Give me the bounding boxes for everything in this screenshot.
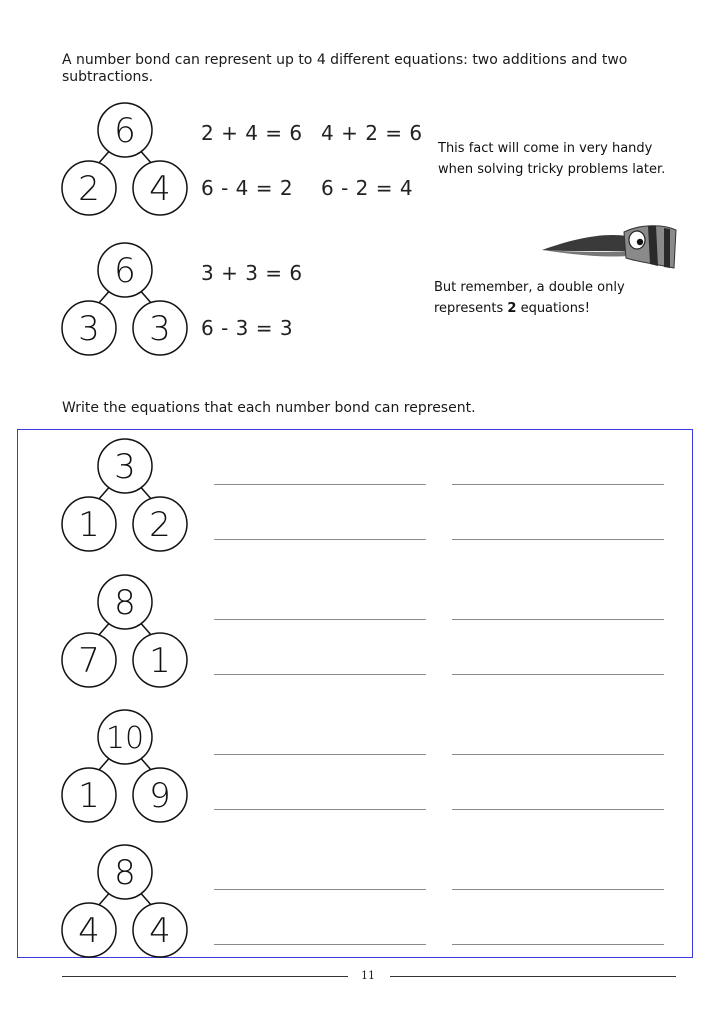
double-line: But remember, a double only xyxy=(434,280,625,295)
bond-part-right: 2 xyxy=(149,505,171,545)
bond-whole: 3 xyxy=(114,447,136,487)
answer-line[interactable] xyxy=(214,754,426,755)
exercise-bond-3 xyxy=(58,709,198,825)
bond-part-right: 9 xyxy=(149,776,171,816)
bond-part-right: 4 xyxy=(149,911,171,951)
equation: 2 + 4 = 6 xyxy=(201,121,303,145)
bond-whole: 6 xyxy=(114,251,136,291)
answer-line[interactable] xyxy=(452,809,664,810)
bond-part-left: 2 xyxy=(78,169,100,209)
answer-line[interactable] xyxy=(452,539,664,540)
answer-line[interactable] xyxy=(452,674,664,675)
answer-line[interactable] xyxy=(214,484,426,485)
bond-part-right: 4 xyxy=(149,169,171,209)
bird-illustration xyxy=(540,222,678,274)
tip-note xyxy=(438,138,698,180)
equation: 3 + 3 = 6 xyxy=(201,261,303,285)
equation: 6 - 4 = 2 xyxy=(201,176,294,200)
example-bond-2 xyxy=(58,242,198,358)
answer-line[interactable] xyxy=(214,889,426,890)
bond-part-right: 3 xyxy=(149,309,171,349)
example-bond-1 xyxy=(58,102,198,218)
page-number: 11 xyxy=(361,969,375,982)
double-note xyxy=(434,277,694,319)
tip-line: This fact will come in very handy xyxy=(438,141,653,156)
bond-part-left: 3 xyxy=(78,309,100,349)
instruction-text: Write the equations that each number bond can represent. xyxy=(62,400,476,416)
equation: 4 + 2 = 6 xyxy=(321,121,423,145)
footer-rule-right xyxy=(390,976,676,977)
exercise-bond-1 xyxy=(58,438,198,554)
double-line xyxy=(434,298,694,319)
bond-whole: 6 xyxy=(114,111,136,151)
equation: 6 - 2 = 4 xyxy=(321,176,414,200)
double-suffix: equations! xyxy=(516,301,590,316)
bond-part-left: 1 xyxy=(78,505,100,545)
answer-line[interactable] xyxy=(214,619,426,620)
answer-line[interactable] xyxy=(452,484,664,485)
exercise-bond-2 xyxy=(58,574,198,690)
equation: 6 - 3 = 3 xyxy=(201,316,294,340)
answer-line[interactable] xyxy=(452,619,664,620)
answer-line[interactable] xyxy=(452,754,664,755)
answer-line[interactable] xyxy=(214,674,426,675)
answer-line[interactable] xyxy=(214,944,426,945)
tip-line: when solving tricky problems later. xyxy=(438,162,666,177)
bond-part-right: 1 xyxy=(149,641,171,681)
footer-rule-left xyxy=(62,976,348,977)
answer-line[interactable] xyxy=(214,809,426,810)
bond-part-left: 4 xyxy=(78,911,100,951)
answer-line[interactable] xyxy=(214,539,426,540)
bond-part-left: 1 xyxy=(78,776,100,816)
answer-line[interactable] xyxy=(452,889,664,890)
intro-text: A number bond can represent up to 4 different equations: two additions and two subtractions. xyxy=(62,52,628,85)
double-number: 2 xyxy=(507,301,517,316)
bond-part-left: 7 xyxy=(78,641,100,681)
exercise-bond-4 xyxy=(58,844,198,960)
double-prefix: represents xyxy=(434,301,508,316)
bond-whole: 8 xyxy=(114,853,136,893)
answer-line[interactable] xyxy=(452,944,664,945)
bond-whole: 10 xyxy=(105,721,145,756)
bond-whole: 8 xyxy=(114,583,136,623)
